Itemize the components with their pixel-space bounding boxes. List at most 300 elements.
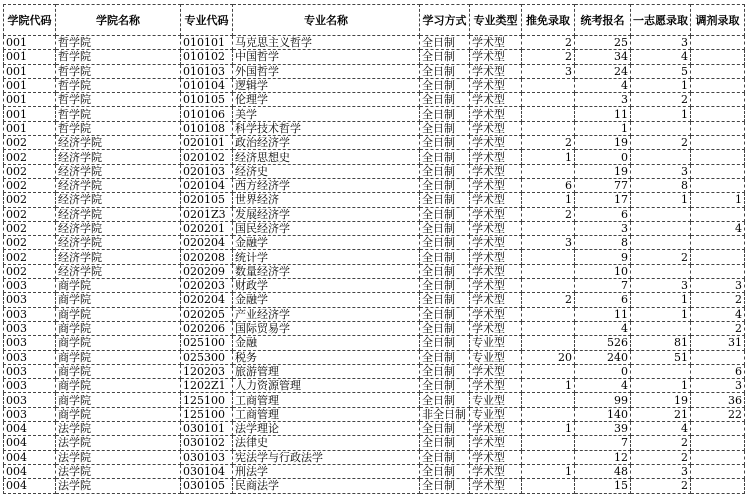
cell-major-type[interactable]: 专业型: [470, 336, 522, 350]
cell-major-type[interactable]: 学术型: [470, 36, 522, 50]
cell-first-choice-admitted[interactable]: 2: [631, 450, 691, 464]
cell-transfer-admitted[interactable]: [691, 121, 745, 135]
cell-study-mode[interactable]: 全日制: [420, 364, 470, 378]
cell-first-choice-admitted[interactable]: 5: [631, 64, 691, 78]
cell-college-code[interactable]: 003: [4, 321, 56, 335]
cell-exempt-admitted[interactable]: 2: [522, 136, 575, 150]
cell-major-name[interactable]: 刑法学: [233, 464, 420, 478]
header-college-code[interactable]: 学院代码: [4, 5, 56, 36]
cell-major-code[interactable]: 010105: [181, 93, 233, 107]
cell-transfer-admitted[interactable]: [691, 207, 745, 221]
cell-major-name[interactable]: 中国哲学: [233, 50, 420, 64]
cell-exam-applicants[interactable]: 17: [575, 193, 631, 207]
cell-major-type[interactable]: 学术型: [470, 436, 522, 450]
cell-exempt-admitted[interactable]: 2: [522, 293, 575, 307]
cell-college-name[interactable]: 商学院: [56, 336, 181, 350]
cell-transfer-admitted[interactable]: [691, 264, 745, 278]
cell-major-name[interactable]: 金融学: [233, 293, 420, 307]
cell-college-code[interactable]: 003: [4, 350, 56, 364]
cell-major-code[interactable]: 020205: [181, 307, 233, 321]
cell-major-name[interactable]: 逻辑学: [233, 78, 420, 92]
cell-major-code[interactable]: 030101: [181, 422, 233, 436]
cell-transfer-admitted[interactable]: [691, 479, 745, 493]
cell-exempt-admitted[interactable]: [522, 250, 575, 264]
cell-college-code[interactable]: 003: [4, 279, 56, 293]
cell-college-name[interactable]: 哲学院: [56, 107, 181, 121]
cell-college-code[interactable]: 002: [4, 221, 56, 235]
cell-college-name[interactable]: 经济学院: [56, 236, 181, 250]
cell-study-mode[interactable]: 全日制: [420, 178, 470, 192]
cell-college-name[interactable]: 商学院: [56, 321, 181, 335]
cell-exam-applicants[interactable]: 99: [575, 393, 631, 407]
cell-major-code[interactable]: 025100: [181, 336, 233, 350]
cell-exempt-admitted[interactable]: [522, 93, 575, 107]
cell-exempt-admitted[interactable]: [522, 450, 575, 464]
cell-college-name[interactable]: 哲学院: [56, 64, 181, 78]
cell-major-type[interactable]: 学术型: [470, 193, 522, 207]
cell-college-code[interactable]: 003: [4, 407, 56, 421]
cell-major-name[interactable]: 人力资源管理: [233, 379, 420, 393]
cell-exam-applicants[interactable]: 140: [575, 407, 631, 421]
cell-first-choice-admitted[interactable]: 19: [631, 393, 691, 407]
cell-major-code[interactable]: 020204: [181, 236, 233, 250]
cell-major-code[interactable]: 030104: [181, 464, 233, 478]
cell-study-mode[interactable]: 全日制: [420, 393, 470, 407]
cell-college-name[interactable]: 哲学院: [56, 121, 181, 135]
cell-exam-applicants[interactable]: 4: [575, 379, 631, 393]
cell-exam-applicants[interactable]: 7: [575, 279, 631, 293]
cell-study-mode[interactable]: 全日制: [420, 336, 470, 350]
cell-college-name[interactable]: 商学院: [56, 393, 181, 407]
cell-college-code[interactable]: 003: [4, 293, 56, 307]
cell-major-name[interactable]: 税务: [233, 350, 420, 364]
cell-exam-applicants[interactable]: 11: [575, 107, 631, 121]
cell-exam-applicants[interactable]: 3: [575, 221, 631, 235]
cell-college-code[interactable]: 002: [4, 164, 56, 178]
cell-first-choice-admitted[interactable]: 1: [631, 107, 691, 121]
cell-major-name[interactable]: 外国哲学: [233, 64, 420, 78]
cell-transfer-admitted[interactable]: [691, 93, 745, 107]
cell-first-choice-admitted[interactable]: 4: [631, 50, 691, 64]
cell-major-name[interactable]: 发展经济学: [233, 207, 420, 221]
cell-major-type[interactable]: 学术型: [470, 279, 522, 293]
cell-first-choice-admitted[interactable]: [631, 364, 691, 378]
cell-first-choice-admitted[interactable]: 1: [631, 307, 691, 321]
cell-study-mode[interactable]: 全日制: [420, 422, 470, 436]
cell-exam-applicants[interactable]: 25: [575, 36, 631, 50]
cell-transfer-admitted[interactable]: 4: [691, 307, 745, 321]
cell-college-code[interactable]: 001: [4, 50, 56, 64]
cell-exam-applicants[interactable]: 19: [575, 136, 631, 150]
cell-exam-applicants[interactable]: 3: [575, 93, 631, 107]
cell-major-name[interactable]: 西方经济学: [233, 178, 420, 192]
cell-major-code[interactable]: 010104: [181, 78, 233, 92]
cell-college-name[interactable]: 经济学院: [56, 250, 181, 264]
cell-first-choice-admitted[interactable]: 8: [631, 178, 691, 192]
cell-major-name[interactable]: 旅游管理: [233, 364, 420, 378]
cell-college-code[interactable]: 002: [4, 136, 56, 150]
cell-major-type[interactable]: 学术型: [470, 264, 522, 278]
cell-college-code[interactable]: 002: [4, 250, 56, 264]
cell-transfer-admitted[interactable]: [691, 464, 745, 478]
cell-exempt-admitted[interactable]: [522, 364, 575, 378]
cell-first-choice-admitted[interactable]: 2: [631, 436, 691, 450]
cell-college-name[interactable]: 法学院: [56, 422, 181, 436]
cell-college-code[interactable]: 003: [4, 307, 56, 321]
cell-exam-applicants[interactable]: 34: [575, 50, 631, 64]
cell-study-mode[interactable]: 全日制: [420, 121, 470, 135]
cell-study-mode[interactable]: 全日制: [420, 64, 470, 78]
cell-transfer-admitted[interactable]: 3: [691, 379, 745, 393]
cell-major-name[interactable]: 民商法学: [233, 479, 420, 493]
cell-exempt-admitted[interactable]: 3: [522, 236, 575, 250]
cell-major-code[interactable]: 020103: [181, 164, 233, 178]
cell-exam-applicants[interactable]: 0: [575, 364, 631, 378]
cell-study-mode[interactable]: 全日制: [420, 78, 470, 92]
cell-major-code[interactable]: 010103: [181, 64, 233, 78]
cell-major-name[interactable]: 美学: [233, 107, 420, 121]
cell-exempt-admitted[interactable]: [522, 479, 575, 493]
cell-major-name[interactable]: 工商管理: [233, 407, 420, 421]
cell-exam-applicants[interactable]: 4: [575, 78, 631, 92]
cell-major-code[interactable]: 125100: [181, 393, 233, 407]
cell-college-name[interactable]: 商学院: [56, 350, 181, 364]
cell-transfer-admitted[interactable]: [691, 236, 745, 250]
cell-major-name[interactable]: 国际贸易学: [233, 321, 420, 335]
cell-transfer-admitted[interactable]: [691, 178, 745, 192]
cell-college-name[interactable]: 哲学院: [56, 50, 181, 64]
cell-college-code[interactable]: 001: [4, 93, 56, 107]
cell-major-name[interactable]: 经济史: [233, 164, 420, 178]
cell-exam-applicants[interactable]: 0: [575, 150, 631, 164]
header-exempt-admitted[interactable]: 推免录取: [522, 5, 575, 36]
cell-major-type[interactable]: 学术型: [470, 207, 522, 221]
cell-major-type[interactable]: 学术型: [470, 78, 522, 92]
cell-transfer-admitted[interactable]: [691, 50, 745, 64]
cell-college-name[interactable]: 经济学院: [56, 193, 181, 207]
cell-major-code[interactable]: 030103: [181, 450, 233, 464]
cell-study-mode[interactable]: 全日制: [420, 36, 470, 50]
cell-major-type[interactable]: 专业型: [470, 407, 522, 421]
cell-exam-applicants[interactable]: 12: [575, 450, 631, 464]
cell-major-code[interactable]: 1202Z1: [181, 379, 233, 393]
cell-major-type[interactable]: 学术型: [470, 136, 522, 150]
cell-major-type[interactable]: 学术型: [470, 379, 522, 393]
cell-study-mode[interactable]: 全日制: [420, 279, 470, 293]
cell-college-code[interactable]: 001: [4, 36, 56, 50]
cell-first-choice-admitted[interactable]: 1: [631, 193, 691, 207]
cell-exempt-admitted[interactable]: 1: [522, 422, 575, 436]
cell-major-type[interactable]: 学术型: [470, 464, 522, 478]
cell-transfer-admitted[interactable]: [691, 78, 745, 92]
cell-major-type[interactable]: 学术型: [470, 93, 522, 107]
cell-exam-applicants[interactable]: 10: [575, 264, 631, 278]
cell-major-type[interactable]: 学术型: [470, 150, 522, 164]
cell-exempt-admitted[interactable]: 1: [522, 379, 575, 393]
cell-first-choice-admitted[interactable]: 1: [631, 379, 691, 393]
cell-college-code[interactable]: 003: [4, 379, 56, 393]
cell-college-code[interactable]: 001: [4, 64, 56, 78]
cell-major-code[interactable]: 0201Z3: [181, 207, 233, 221]
cell-major-type[interactable]: 学术型: [470, 422, 522, 436]
header-college-name[interactable]: 学院名称: [56, 5, 181, 36]
cell-first-choice-admitted[interactable]: 1: [631, 78, 691, 92]
cell-major-name[interactable]: 统计学: [233, 250, 420, 264]
cell-study-mode[interactable]: 全日制: [420, 350, 470, 364]
cell-study-mode[interactable]: 全日制: [420, 50, 470, 64]
cell-exam-applicants[interactable]: 526: [575, 336, 631, 350]
cell-college-code[interactable]: 002: [4, 264, 56, 278]
cell-major-code[interactable]: 020208: [181, 250, 233, 264]
cell-major-type[interactable]: 学术型: [470, 178, 522, 192]
cell-transfer-admitted[interactable]: 2: [691, 321, 745, 335]
cell-first-choice-admitted[interactable]: 3: [631, 279, 691, 293]
cell-exempt-admitted[interactable]: [522, 407, 575, 421]
cell-study-mode[interactable]: 全日制: [420, 464, 470, 478]
cell-first-choice-admitted[interactable]: 2: [631, 250, 691, 264]
cell-exempt-admitted[interactable]: 1: [522, 193, 575, 207]
cell-study-mode[interactable]: 全日制: [420, 450, 470, 464]
cell-first-choice-admitted[interactable]: [631, 236, 691, 250]
cell-college-name[interactable]: 商学院: [56, 407, 181, 421]
cell-exam-applicants[interactable]: 39: [575, 422, 631, 436]
cell-exam-applicants[interactable]: 6: [575, 293, 631, 307]
cell-exempt-admitted[interactable]: [522, 221, 575, 235]
cell-transfer-admitted[interactable]: [691, 250, 745, 264]
cell-college-name[interactable]: 哲学院: [56, 78, 181, 92]
cell-transfer-admitted[interactable]: 3: [691, 279, 745, 293]
cell-college-name[interactable]: 商学院: [56, 293, 181, 307]
cell-major-name[interactable]: 宪法学与行政法学: [233, 450, 420, 464]
cell-exempt-admitted[interactable]: 1: [522, 464, 575, 478]
cell-major-code[interactable]: 010102: [181, 50, 233, 64]
cell-first-choice-admitted[interactable]: [631, 321, 691, 335]
cell-major-name[interactable]: 财政学: [233, 279, 420, 293]
cell-college-name[interactable]: 哲学院: [56, 36, 181, 50]
cell-transfer-admitted[interactable]: [691, 64, 745, 78]
cell-college-code[interactable]: 004: [4, 450, 56, 464]
header-first-choice-admitted[interactable]: 一志愿录取: [631, 5, 691, 36]
cell-exempt-admitted[interactable]: 1: [522, 150, 575, 164]
cell-exam-applicants[interactable]: 1: [575, 121, 631, 135]
cell-major-type[interactable]: 学术型: [470, 50, 522, 64]
cell-major-type[interactable]: 学术型: [470, 364, 522, 378]
cell-first-choice-admitted[interactable]: [631, 221, 691, 235]
cell-first-choice-admitted[interactable]: 2: [631, 479, 691, 493]
cell-first-choice-admitted[interactable]: 4: [631, 422, 691, 436]
cell-major-name[interactable]: 政治经济学: [233, 136, 420, 150]
cell-college-code[interactable]: 004: [4, 436, 56, 450]
cell-college-code[interactable]: 003: [4, 336, 56, 350]
cell-college-name[interactable]: 经济学院: [56, 207, 181, 221]
cell-transfer-admitted[interactable]: [691, 107, 745, 121]
cell-college-code[interactable]: 002: [4, 236, 56, 250]
cell-exempt-admitted[interactable]: [522, 436, 575, 450]
cell-study-mode[interactable]: 全日制: [420, 379, 470, 393]
cell-college-name[interactable]: 经济学院: [56, 150, 181, 164]
cell-college-name[interactable]: 法学院: [56, 436, 181, 450]
cell-major-type[interactable]: 学术型: [470, 164, 522, 178]
cell-study-mode[interactable]: 全日制: [420, 479, 470, 493]
cell-college-code[interactable]: 001: [4, 121, 56, 135]
header-exam-applicants[interactable]: 统考报名: [575, 5, 631, 36]
cell-exam-applicants[interactable]: 9: [575, 250, 631, 264]
cell-transfer-admitted[interactable]: 31: [691, 336, 745, 350]
cell-transfer-admitted[interactable]: [691, 450, 745, 464]
cell-major-code[interactable]: 030105: [181, 479, 233, 493]
cell-major-code[interactable]: 020206: [181, 321, 233, 335]
header-study-mode[interactable]: 学习方式: [420, 5, 470, 36]
cell-college-code[interactable]: 004: [4, 479, 56, 493]
cell-transfer-admitted[interactable]: [691, 150, 745, 164]
cell-transfer-admitted[interactable]: [691, 164, 745, 178]
cell-major-name[interactable]: 伦理学: [233, 93, 420, 107]
cell-college-code[interactable]: 001: [4, 107, 56, 121]
cell-exam-applicants[interactable]: 7: [575, 436, 631, 450]
cell-major-code[interactable]: 010106: [181, 107, 233, 121]
cell-first-choice-admitted[interactable]: 2: [631, 93, 691, 107]
cell-major-code[interactable]: 020201: [181, 221, 233, 235]
cell-college-name[interactable]: 商学院: [56, 279, 181, 293]
cell-first-choice-admitted[interactable]: [631, 264, 691, 278]
cell-study-mode[interactable]: 全日制: [420, 307, 470, 321]
cell-exempt-admitted[interactable]: [522, 164, 575, 178]
cell-major-type[interactable]: 学术型: [470, 479, 522, 493]
cell-major-name[interactable]: 金融学: [233, 236, 420, 250]
cell-major-code[interactable]: 020203: [181, 279, 233, 293]
cell-exempt-admitted[interactable]: 3: [522, 64, 575, 78]
cell-major-name[interactable]: 金融: [233, 336, 420, 350]
cell-major-type[interactable]: 学术型: [470, 236, 522, 250]
cell-major-type[interactable]: 学术型: [470, 107, 522, 121]
cell-major-type[interactable]: 学术型: [470, 321, 522, 335]
cell-exempt-admitted[interactable]: [522, 307, 575, 321]
cell-study-mode[interactable]: 全日制: [420, 221, 470, 235]
cell-major-type[interactable]: 学术型: [470, 221, 522, 235]
cell-study-mode[interactable]: 全日制: [420, 136, 470, 150]
cell-first-choice-admitted[interactable]: [631, 150, 691, 164]
cell-college-name[interactable]: 经济学院: [56, 136, 181, 150]
cell-major-code[interactable]: 020204: [181, 293, 233, 307]
cell-first-choice-admitted[interactable]: [631, 121, 691, 135]
cell-major-code[interactable]: 125100: [181, 407, 233, 421]
cell-first-choice-admitted[interactable]: 51: [631, 350, 691, 364]
cell-exempt-admitted[interactable]: 20: [522, 350, 575, 364]
cell-major-name[interactable]: 法律史: [233, 436, 420, 450]
cell-transfer-admitted[interactable]: 1: [691, 193, 745, 207]
cell-college-code[interactable]: 002: [4, 193, 56, 207]
cell-major-code[interactable]: 025300: [181, 350, 233, 364]
cell-major-name[interactable]: 法学理论: [233, 422, 420, 436]
cell-major-name[interactable]: 世界经济: [233, 193, 420, 207]
cell-major-code[interactable]: 020209: [181, 264, 233, 278]
cell-exempt-admitted[interactable]: [522, 393, 575, 407]
cell-major-name[interactable]: 产业经济学: [233, 307, 420, 321]
cell-exam-applicants[interactable]: 6: [575, 207, 631, 221]
cell-transfer-admitted[interactable]: [691, 136, 745, 150]
cell-college-code[interactable]: 001: [4, 78, 56, 92]
cell-study-mode[interactable]: 全日制: [420, 293, 470, 307]
cell-college-code[interactable]: 002: [4, 150, 56, 164]
cell-major-type[interactable]: 学术型: [470, 250, 522, 264]
cell-college-name[interactable]: 商学院: [56, 364, 181, 378]
cell-study-mode[interactable]: 全日制: [420, 164, 470, 178]
cell-college-name[interactable]: 哲学院: [56, 93, 181, 107]
cell-first-choice-admitted[interactable]: [631, 207, 691, 221]
cell-study-mode[interactable]: 全日制: [420, 150, 470, 164]
cell-exam-applicants[interactable]: 15: [575, 479, 631, 493]
cell-college-name[interactable]: 商学院: [56, 379, 181, 393]
cell-major-type[interactable]: 学术型: [470, 450, 522, 464]
cell-major-code[interactable]: 030102: [181, 436, 233, 450]
cell-exempt-admitted[interactable]: [522, 321, 575, 335]
cell-college-code[interactable]: 003: [4, 393, 56, 407]
cell-major-code[interactable]: 010101: [181, 36, 233, 50]
cell-exempt-admitted[interactable]: [522, 107, 575, 121]
header-major-code[interactable]: 专业代码: [181, 5, 233, 36]
cell-exam-applicants[interactable]: 4: [575, 321, 631, 335]
cell-study-mode[interactable]: 全日制: [420, 250, 470, 264]
cell-major-name[interactable]: 国民经济学: [233, 221, 420, 235]
header-major-type[interactable]: 专业类型: [470, 5, 522, 36]
cell-first-choice-admitted[interactable]: 3: [631, 36, 691, 50]
cell-first-choice-admitted[interactable]: 21: [631, 407, 691, 421]
cell-college-name[interactable]: 法学院: [56, 464, 181, 478]
cell-college-code[interactable]: 003: [4, 364, 56, 378]
cell-major-type[interactable]: 学术型: [470, 293, 522, 307]
cell-college-name[interactable]: 法学院: [56, 450, 181, 464]
cell-college-name[interactable]: 经济学院: [56, 178, 181, 192]
cell-transfer-admitted[interactable]: 36: [691, 393, 745, 407]
cell-major-code[interactable]: 020102: [181, 150, 233, 164]
cell-study-mode[interactable]: 全日制: [420, 236, 470, 250]
cell-first-choice-admitted[interactable]: 2: [631, 136, 691, 150]
cell-major-type[interactable]: 学术型: [470, 307, 522, 321]
header-transfer-admitted[interactable]: 调剂录取: [691, 5, 745, 36]
cell-college-name[interactable]: 经济学院: [56, 164, 181, 178]
cell-exempt-admitted[interactable]: [522, 264, 575, 278]
cell-study-mode[interactable]: 全日制: [420, 321, 470, 335]
cell-exempt-admitted[interactable]: 2: [522, 207, 575, 221]
cell-study-mode[interactable]: 全日制: [420, 93, 470, 107]
cell-study-mode[interactable]: 全日制: [420, 107, 470, 121]
cell-major-type[interactable]: 学术型: [470, 121, 522, 135]
cell-transfer-admitted[interactable]: 4: [691, 221, 745, 235]
cell-college-code[interactable]: 002: [4, 207, 56, 221]
cell-transfer-admitted[interactable]: [691, 36, 745, 50]
cell-transfer-admitted[interactable]: 6: [691, 364, 745, 378]
header-major-name[interactable]: 专业名称: [233, 5, 420, 36]
cell-major-code[interactable]: 020105: [181, 193, 233, 207]
cell-college-name[interactable]: 法学院: [56, 479, 181, 493]
cell-college-name[interactable]: 商学院: [56, 307, 181, 321]
cell-exam-applicants[interactable]: 24: [575, 64, 631, 78]
cell-exempt-admitted[interactable]: [522, 279, 575, 293]
cell-exam-applicants[interactable]: 240: [575, 350, 631, 364]
cell-exam-applicants[interactable]: 77: [575, 178, 631, 192]
cell-exempt-admitted[interactable]: [522, 121, 575, 135]
cell-major-name[interactable]: 科学技术哲学: [233, 121, 420, 135]
cell-first-choice-admitted[interactable]: 81: [631, 336, 691, 350]
cell-study-mode[interactable]: 非全日制: [420, 407, 470, 421]
cell-college-code[interactable]: 002: [4, 178, 56, 192]
cell-major-code[interactable]: 020101: [181, 136, 233, 150]
cell-major-name[interactable]: 数量经济学: [233, 264, 420, 278]
cell-first-choice-admitted[interactable]: 3: [631, 164, 691, 178]
cell-exempt-admitted[interactable]: [522, 336, 575, 350]
cell-study-mode[interactable]: 全日制: [420, 264, 470, 278]
cell-transfer-admitted[interactable]: [691, 436, 745, 450]
